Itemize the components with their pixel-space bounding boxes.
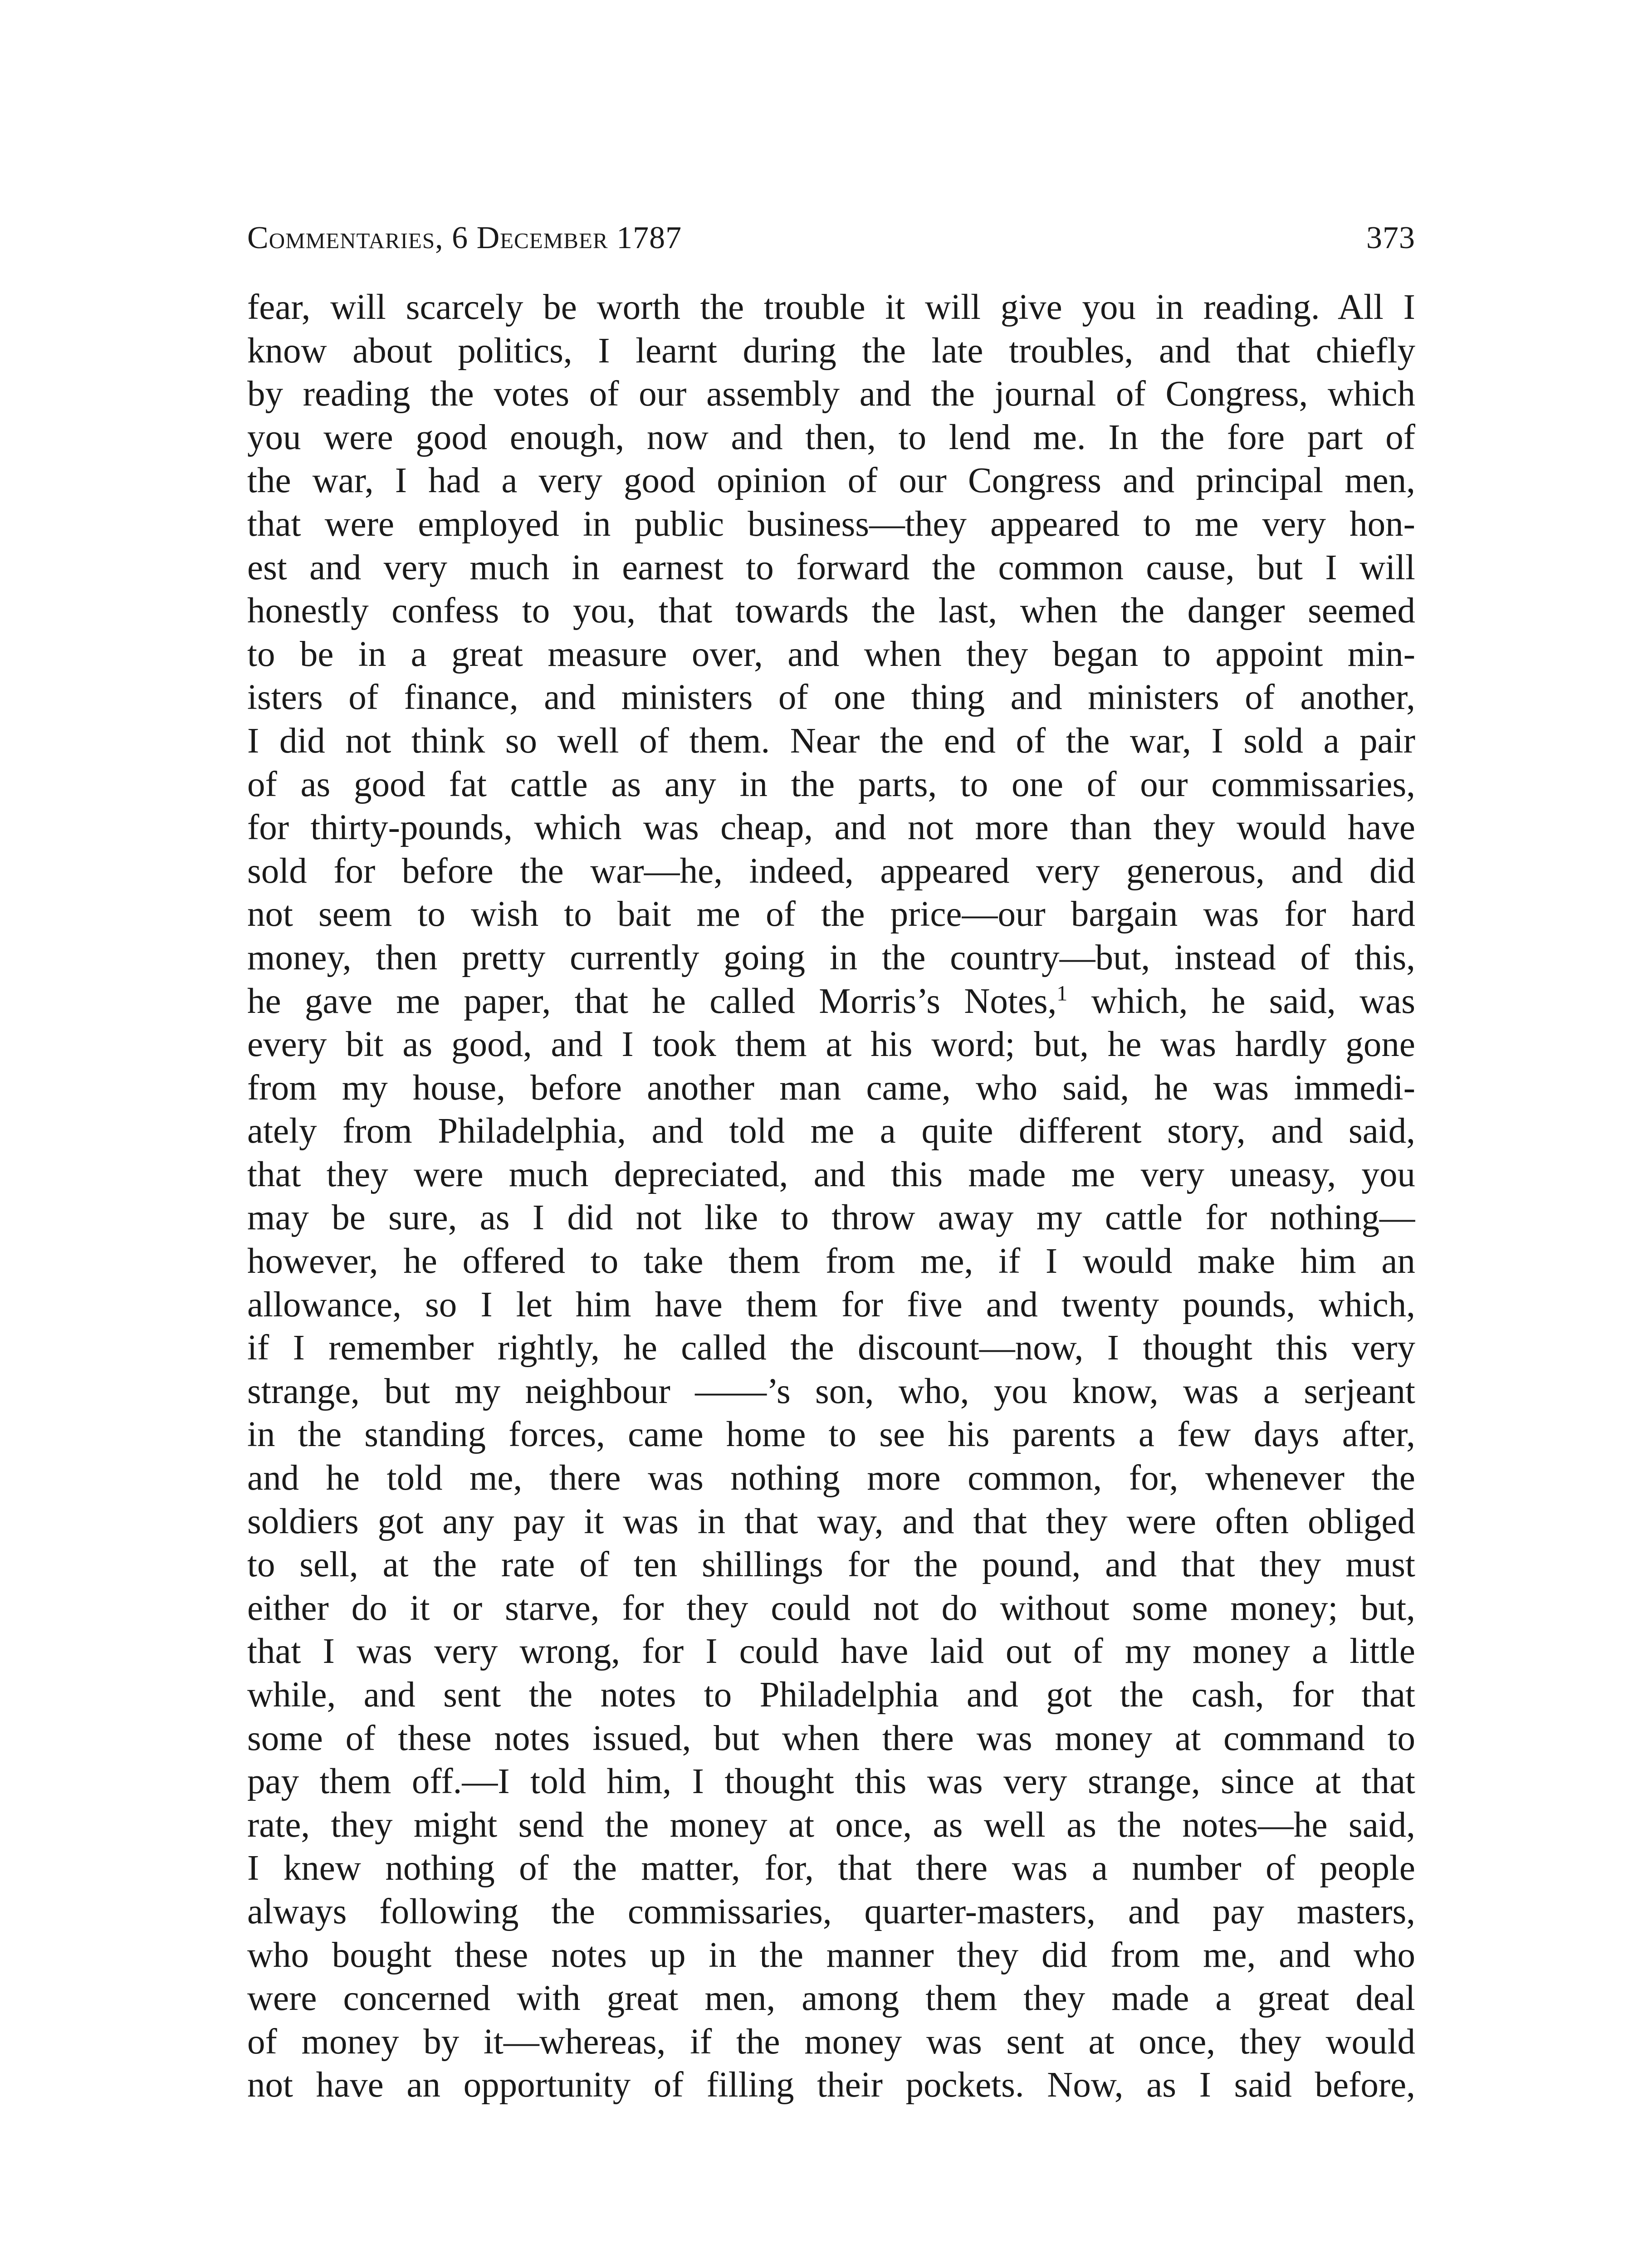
text-line: in the standing forces, came home to see his parents a few days after, [247, 1415, 1415, 1455]
running-head [247, 213, 1415, 263]
text-line: of money by it—whereas, if the money was sent at once, they would [247, 2022, 1415, 2062]
text-line: he gave me paper, that he called Morris’s Notes,$^1$ which, he said, was [247, 981, 1415, 1021]
text-line: the war, I had a very good opinion of our Congress and principal men, [247, 461, 1415, 501]
text-line: rate, they might send the money at once, as well as the notes—he said, [247, 1805, 1415, 1845]
text-line: est and very much in earnest to forward the common cause, but I will [247, 547, 1415, 587]
footnote-marker: 1 [1056, 981, 1068, 1006]
text-line: for thirty-pounds, which was cheap, and not more than they would have [247, 808, 1415, 848]
text-line: fear, will scarcely be worth the trouble it will give you in reading. All I [247, 288, 1415, 327]
text-line: that were employed in public business—they appeared to me very hon- [247, 504, 1415, 544]
text-line: were concerned with great men, among them they made a great deal [247, 1979, 1415, 2019]
text-line: honestly confess to you, that towards the last, when the danger seemed [247, 591, 1415, 631]
text-line: allowance, so I let him have them for five and twenty pounds, which, [247, 1285, 1415, 1325]
text-line: may be sure, as I did not like to throw away my cattle for nothing— [247, 1198, 1415, 1238]
text-line: you were good enough, now and then, to lend me. In the fore part of [247, 417, 1415, 457]
text-line: money, then pretty currently going in the country—but, instead of this, [247, 938, 1415, 978]
book-page [247, 213, 1415, 2107]
running-title: Commentaries, 6 December 1787 [247, 220, 682, 255]
text-line: not have an opportunity of filling their pockets. Now, as I said before, [247, 2065, 1415, 2105]
text-line: from my house, before another man came, who said, he was immedi- [247, 1068, 1415, 1108]
text-line: to sell, at the rate of ten shillings for the pound, and that they must [247, 1545, 1415, 1585]
text-line: while, and sent the notes to Philadelphia and got the cash, for that [247, 1675, 1415, 1715]
text-line: strange, but my neighbour ——’s son, who, you know, was a serjeant [247, 1371, 1415, 1411]
text-line: however, he offered to take them from me, if I would make him an [247, 1242, 1415, 1281]
text-line: and he told me, there was nothing more common, for, whenever the [247, 1458, 1415, 1498]
text-line: I did not think so well of them. Near the end of the war, I sold a pair [247, 721, 1415, 761]
text-line: soldiers got any pay it was in that way, and that they were often obliged [247, 1501, 1415, 1541]
text-line: not seem to wish to bait me of the price—our bargain was for hard [247, 894, 1415, 934]
text-line: every bit as good, and I took them at his word; but, he was hardly gone [247, 1025, 1415, 1065]
text-line: isters of finance, and ministers of one thing and ministers of another, [247, 678, 1415, 718]
text-line: that I was very wrong, for I could have laid out of my money a little [247, 1632, 1415, 1672]
text-line: pay them off.—I told him, I thought this was very strange, since at that [247, 1762, 1415, 1802]
text-line: to be in a great measure over, and when they began to appoint min- [247, 634, 1415, 674]
text-line: always following the commissaries, quarter-masters, and pay masters, [247, 1892, 1415, 1931]
text-line: of as good fat cattle as any in the parts, to one of our commissaries, [247, 764, 1415, 804]
text-line: sold for before the war—he, indeed, appeared very generous, and did [247, 851, 1415, 891]
text-line: some of these notes issued, but when there was money at command to [247, 1718, 1415, 1758]
text-line: either do it or starve, for they could not do without some money; but, [247, 1588, 1415, 1628]
text-line: by reading the votes of our assembly and the journal of Congress, which [247, 374, 1415, 414]
body-text [247, 286, 1415, 2107]
text-line: if I remember rightly, he called the discount—now, I thought this very [247, 1328, 1415, 1368]
text-line: who bought these notes up in the manner they did from me, and who [247, 1935, 1415, 1975]
text-line: ately from Philadelphia, and told me a quite different story, and said, [247, 1111, 1415, 1151]
text-line: know about politics, I learnt during the late troubles, and that chiefly [247, 331, 1415, 371]
text-line: I knew nothing of the matter, for, that there was a number of people [247, 1848, 1415, 1888]
page-number: 373 [1366, 220, 1415, 255]
text-line: that they were much depreciated, and this made me very uneasy, you [247, 1154, 1415, 1194]
